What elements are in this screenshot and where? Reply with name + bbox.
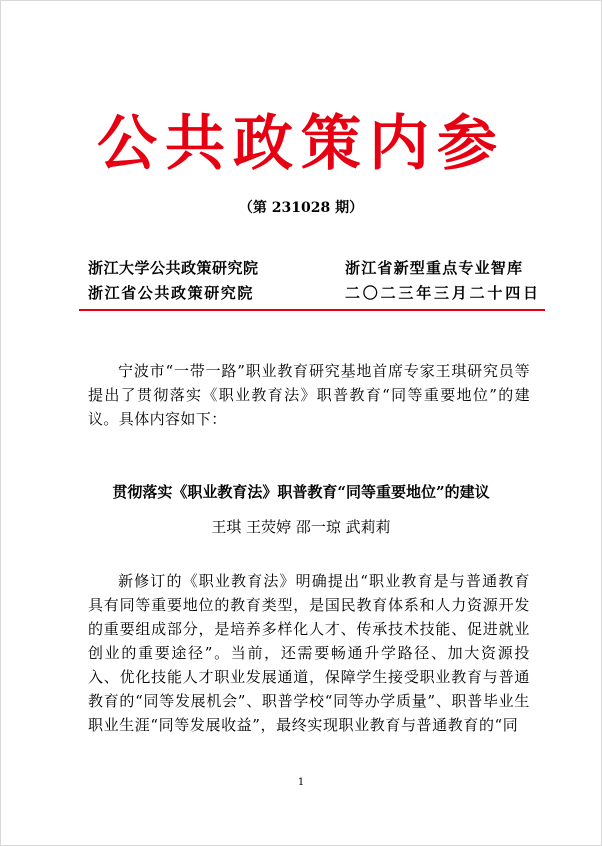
publisher-left-line1: 浙江大学公共政策研究院 [88, 259, 259, 277]
publisher-right-line1: 浙江省新型重点专业智库 [345, 259, 524, 277]
intro-paragraph: 宁波市“一带一路”职业教育研究基地首席专家王琪研究员等提出了贯彻落实《职业教育法》职普教育“同等重要地位”的建议。具体内容如下： [88, 362, 530, 428]
masthead-title: 公共政策内参 [97, 109, 505, 179]
article-title: 贯彻落实《职业教育法》职普教育“同等重要地位”的建议 [112, 483, 490, 501]
page-number: 1 [297, 777, 305, 788]
header-divider [79, 309, 545, 311]
article-authors: 王琪 王荧婷 邵一琼 武莉莉 [211, 518, 391, 536]
article-paragraph: 新修订的《职业教育法》明确提出“职业教育是与普通教育具有同等重要地位的教育类型，是国民教育体系和人力资源开发的重要组成部分，是培养多样化人才、传承技术技能、促进就业创业的重要途径”。当前，还需要畅通升学路径、加大资源投入、优化技能人才职业发展通道，保障学生接受职业教育与普通教育的“同等发展机会”、职普学校“同等办学质量”、职普毕业生职业生涯“同等发展收益”，最终实现职业教育与普通教育的“同 [88, 572, 530, 734]
publication-date: 二〇二三年三月二十四日 [345, 284, 541, 302]
publisher-left-line2: 浙江省公共政策研究院 [88, 284, 255, 302]
issue-number: （第 231028 期） [238, 200, 364, 216]
